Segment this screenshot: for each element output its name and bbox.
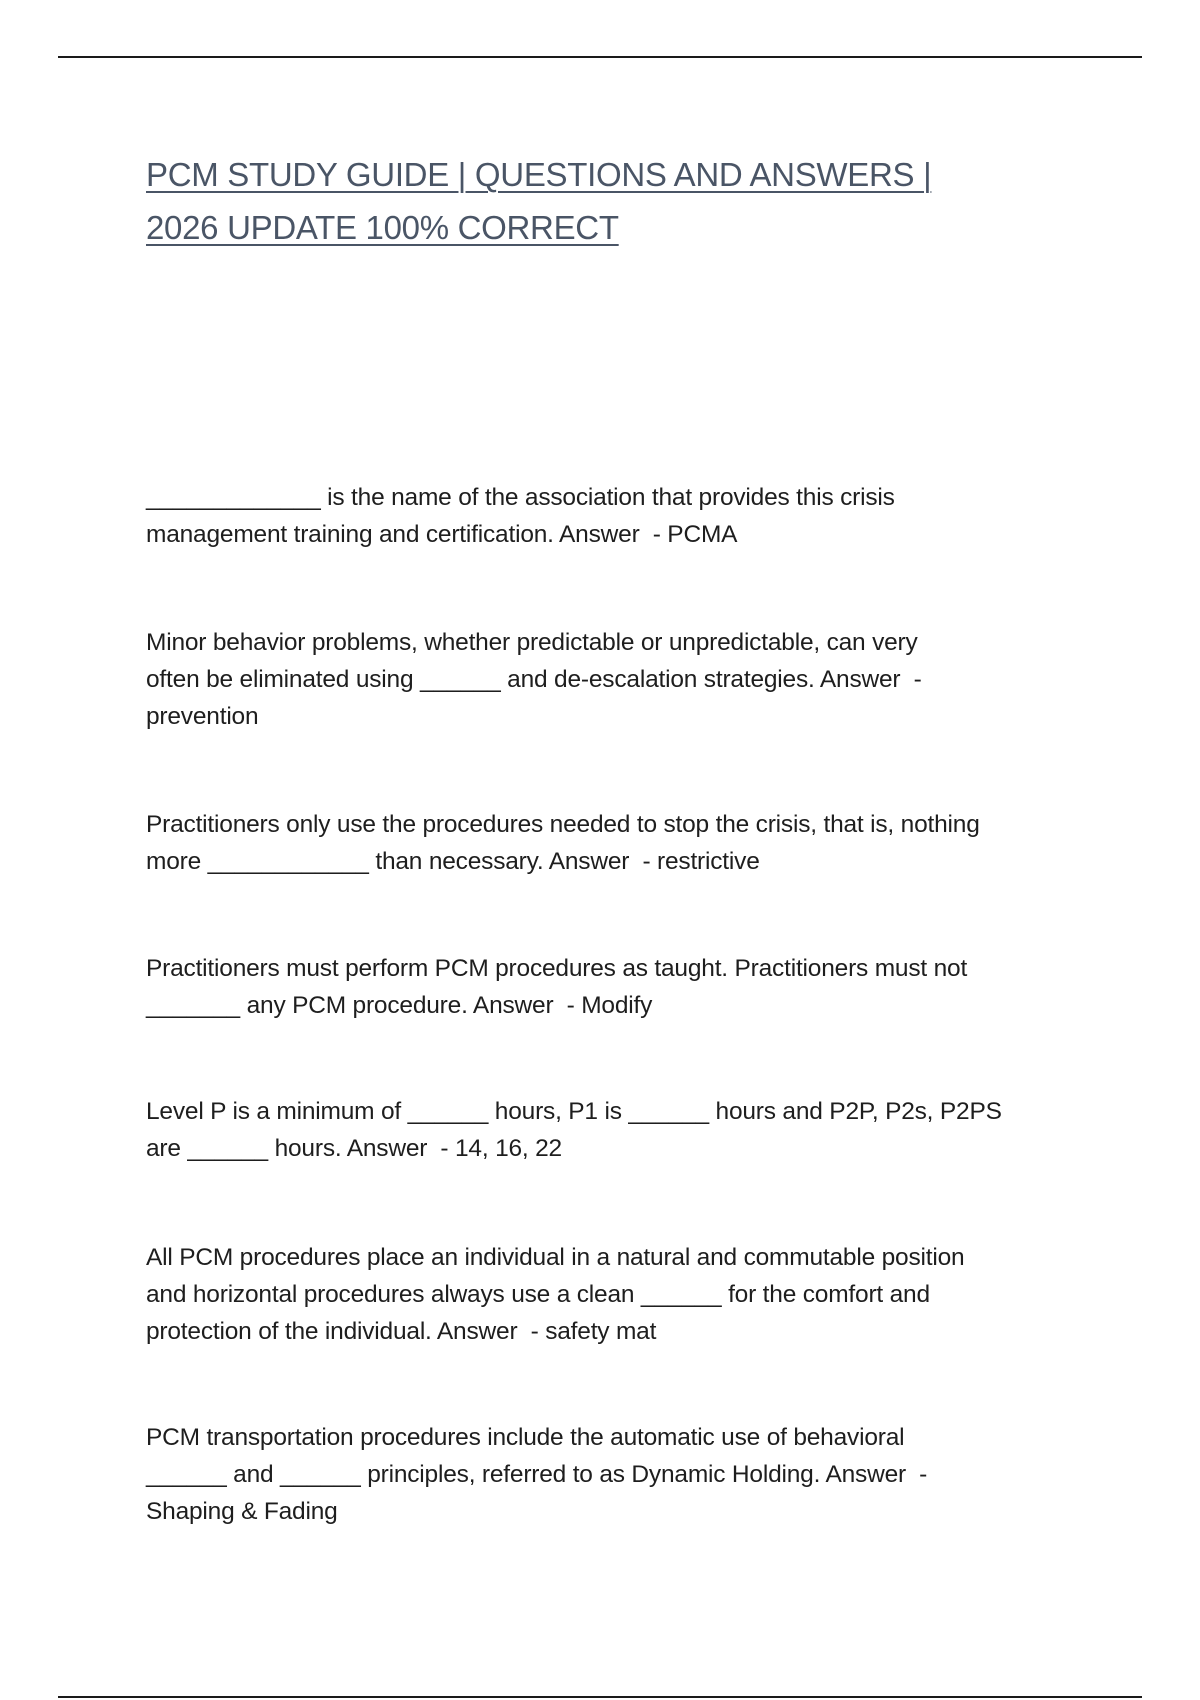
qa-line: management training and certification. Answer - PCMA (146, 521, 738, 548)
qa-item-2 (146, 624, 1066, 735)
qa-item-1 (146, 479, 1066, 553)
qa-line: and horizontal procedures always use a clean ______ for the comfort and (146, 1281, 930, 1308)
qa-item-5 (146, 1093, 1066, 1167)
title-line-2: 2026 UPDATE 100% CORRECT (146, 209, 619, 246)
qa-item-3 (146, 806, 1066, 880)
top-rule (58, 56, 1142, 58)
document-title (146, 148, 1046, 254)
qa-line: Practitioners only use the procedures needed to stop the crisis, that is, nothing (146, 811, 980, 838)
qa-line: more ____________ than necessary. Answer - restrictive (146, 848, 760, 875)
qa-line: protection of the individual. Answer - safety mat (146, 1318, 657, 1345)
bottom-rule (58, 1696, 1142, 1698)
qa-item-7 (146, 1419, 1066, 1530)
qa-line: ______ and ______ principles, referred to as Dynamic Holding. Answer - (146, 1461, 928, 1488)
qa-line: Shaping & Fading (146, 1498, 338, 1525)
qa-line: prevention (146, 703, 259, 730)
qa-line: _______ any PCM procedure. Answer - Modify (146, 992, 653, 1019)
qa-item-4 (146, 950, 1066, 1024)
qa-line: are ______ hours. Answer - 14, 16, 22 (146, 1135, 562, 1162)
qa-line: _____________ is the name of the association that provides this crisis (146, 484, 895, 511)
title-line-1: PCM STUDY GUIDE | QUESTIONS AND ANSWERS | (146, 156, 932, 193)
qa-item-6 (146, 1239, 1066, 1350)
qa-line: often be eliminated using ______ and de-escalation strategies. Answer - (146, 666, 922, 693)
qa-line: PCM transportation procedures include the automatic use of behavioral (146, 1424, 905, 1451)
qa-line: Minor behavior problems, whether predictable or unpredictable, can very (146, 629, 918, 656)
qa-line: Practitioners must perform PCM procedures as taught. Practitioners must not (146, 955, 968, 982)
qa-line: Level P is a minimum of ______ hours, P1 is ______ hours and P2P, P2s, P2PS (146, 1098, 1002, 1125)
qa-line: All PCM procedures place an individual in a natural and commutable position (146, 1244, 965, 1271)
